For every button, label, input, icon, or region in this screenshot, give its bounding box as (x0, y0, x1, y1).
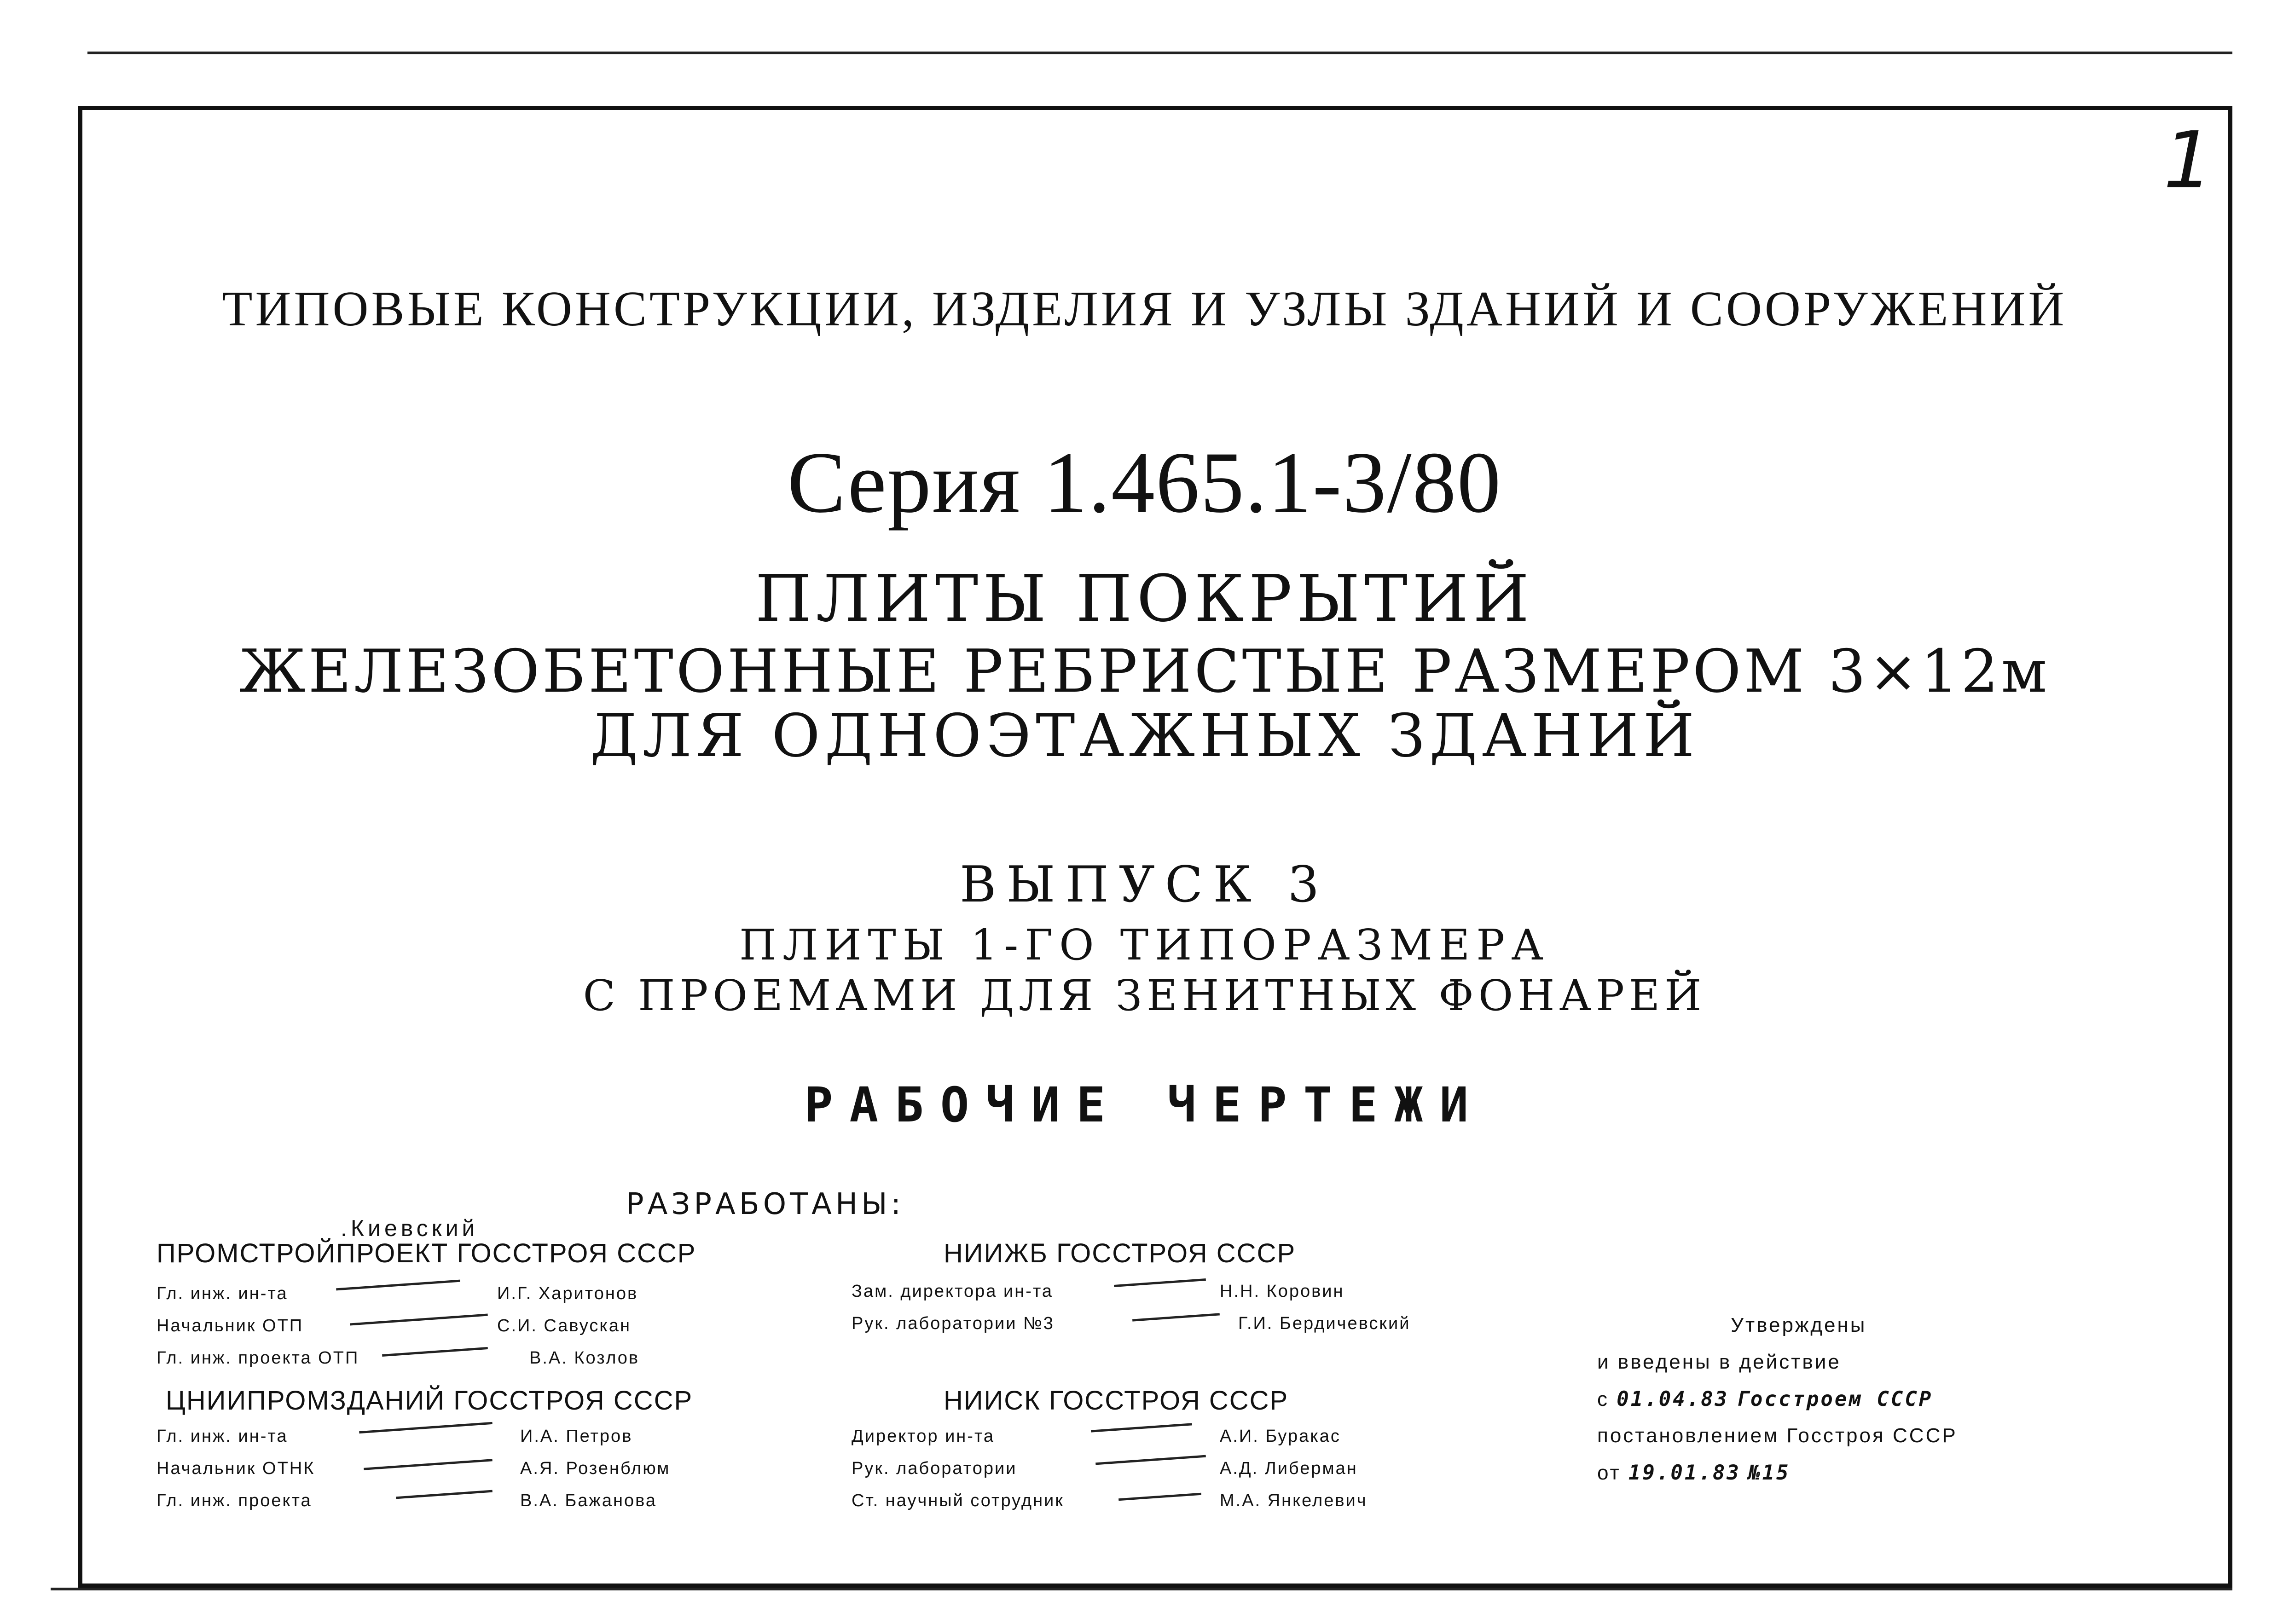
approval-prefix: с (1597, 1388, 1609, 1410)
signatory-role: Гл. инж. проекта ОТП (156, 1348, 359, 1368)
signatory-row (156, 1316, 303, 1336)
signatory-name: М.А. Янкелевич (1220, 1491, 1368, 1510)
signatory-name: А.Я. Розенблюм (520, 1459, 671, 1478)
signatory-role: Гл. инж. ин-та (156, 1427, 288, 1446)
org-name: ЦНИИПРОМЗДАНИЙ ГОССТРОЯ СССР (166, 1386, 693, 1416)
decree-date: 19.01.83 (1628, 1461, 1741, 1485)
issue-subtitle-2: С ПРОЕМАМИ ДЛЯ ЗЕНИТНЫХ ФОНАРЕЙ (583, 971, 1706, 1020)
decree-number: №15 (1748, 1461, 1791, 1485)
approval-line-4: постановлением Госстроя СССР (1597, 1424, 1958, 1447)
signatory-row (852, 1491, 1064, 1511)
signatory-row (156, 1427, 288, 1446)
signatory-role: Начальник ОТП (156, 1316, 304, 1335)
org-name: НИИЖБ ГОССТРОЯ СССР (944, 1238, 1296, 1268)
signatory-name: Г.И. Бердичевский (1238, 1314, 1411, 1333)
signatory-row (852, 1459, 1017, 1479)
signatory-role: Начальник ОТНК (156, 1459, 315, 1478)
signatory-role: Рук. лаборатории (852, 1459, 1017, 1478)
signatory-name: А.И. Буракас (1220, 1427, 1341, 1446)
document-type: РАБОЧИЕ ЧЕРТЕЖИ (804, 1077, 1485, 1133)
signatory-row (852, 1427, 995, 1446)
issue-label: ВЫПУСК 3 (959, 856, 1330, 913)
signatory-name: И.А. Петров (520, 1427, 633, 1446)
approval-line-5 (1597, 1461, 1791, 1485)
signatory-role: Гл. инж. ин-та (156, 1284, 288, 1303)
signatory-row (852, 1282, 1053, 1301)
signatory-row (156, 1459, 315, 1479)
signatory-role: Директор ин-та (852, 1427, 995, 1446)
approval-line-3 (1597, 1387, 1933, 1411)
bottom-scan-edge (51, 1588, 2232, 1590)
signatory-role: Ст. научный сотрудник (852, 1491, 1064, 1510)
signatory-row (156, 1491, 312, 1511)
signatory-name: В.А. Бажанова (520, 1491, 657, 1510)
signatory-name: В.А. Козлов (529, 1348, 640, 1368)
developed-by-label: РАЗРАБОТАНЫ: (626, 1187, 905, 1221)
signatory-role: Рук. лаборатории №3 (852, 1314, 1055, 1333)
title-line-2: ЖЕЛЕЗОБЕТОННЫЕ РЕБРИСТЫЕ РАЗМЕРОМ 3×12м (239, 637, 2050, 706)
signatory-name: А.Д. Либерман (1220, 1459, 1358, 1478)
collection-title: ТИПОВЫЕ КОНСТРУКЦИИ, ИЗДЕЛИЯ И УЗЛЫ ЗДАНИЙ И СООРУЖЕНИЙ (222, 282, 2067, 336)
effective-date: 01.04.83 (1617, 1387, 1729, 1411)
signatory-role: Зам. директора ин-та (852, 1282, 1053, 1301)
title-line-3: ДЛЯ ОДНОЭТАЖНЫХ ЗДАНИЙ (590, 702, 1699, 770)
org-city: .Киевский (341, 1215, 479, 1241)
signatory-name: Н.Н. Коровин (1220, 1282, 1344, 1301)
signatory-name: С.И. Савускан (497, 1316, 631, 1335)
top-scan-edge (87, 52, 2232, 54)
issue-subtitle-1: ПЛИТЫ 1-ГО ТИПОРАЗМЕРА (739, 920, 1550, 970)
signatory-row (156, 1284, 288, 1304)
signatory-row (156, 1348, 359, 1368)
signatory-role: Гл. инж. проекта (156, 1491, 312, 1510)
signatory-name: И.Г. Харитонов (497, 1284, 638, 1303)
series-number: Серия 1.465.1-3/80 (787, 434, 1502, 531)
approved-by: Госстроем СССР (1736, 1387, 1933, 1411)
signatory-row (852, 1314, 1055, 1334)
title-line-1: ПЛИТЫ ПОКРЫТИЙ (755, 561, 1534, 636)
page-number: 1 (2163, 115, 2214, 206)
approval-date-prefix: от (1597, 1462, 1621, 1484)
approval-line-2: и введены в действие (1597, 1351, 1841, 1373)
approval-line-1: Утверждены (1731, 1314, 1867, 1336)
org-name: ПРОМСТРОЙПРОЕКТ ГОССТРОЯ СССР (156, 1238, 696, 1268)
org-name: НИИСК ГОССТРОЯ СССР (944, 1386, 1289, 1416)
